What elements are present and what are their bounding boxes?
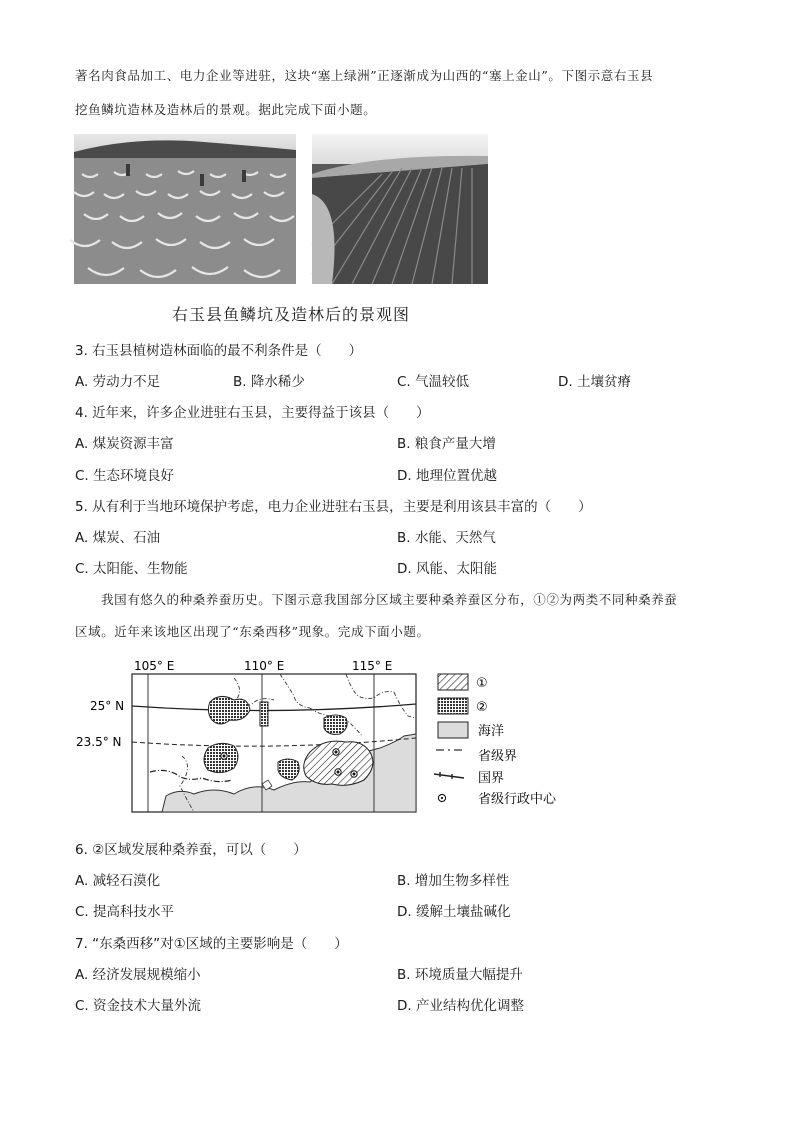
afforested-landscape-photo	[312, 134, 488, 284]
legend-label-region-1: ①	[476, 676, 488, 691]
region-2-shape	[324, 715, 347, 734]
intro2-line-1: 我国有悠久的种桑养蚕历史。下图示意我国部分区域主要种桑养蚕区分布，①②为两类不同种桑养蚕	[101, 592, 678, 607]
legend-symbol-national-border	[434, 772, 464, 779]
q4-option-b[interactable]: B. 粮食产量大增	[397, 436, 496, 452]
question-4-stem: 4. 近年来，许多企业进驻右玉县，主要得益于该县（ ）	[75, 405, 430, 421]
q7-option-b[interactable]: B. 环境质量大幅提升	[397, 967, 523, 983]
q3-option-b[interactable]: B. 降水稀少	[233, 374, 305, 390]
legend-swatch-region-2	[438, 698, 468, 714]
lon-label-110: 110° E	[244, 659, 285, 673]
intro2-line-2: 区域。近年来该地区出现了“东桑西移”现象。完成下面小题。	[75, 624, 430, 639]
q7-option-d[interactable]: D. 产业结构优化调整	[397, 998, 524, 1014]
legend-label-provincial-capital: 省级行政中心	[478, 792, 557, 807]
q6-option-d[interactable]: D. 缓解土壤盐碱化	[397, 904, 511, 920]
q7-option-a[interactable]: A. 经济发展规模缩小	[75, 967, 201, 983]
intro-line-2: 挖鱼鳞坑造林及造林后的景观。据此完成下面小题。	[75, 102, 377, 117]
legend-symbol-provincial-capital	[438, 794, 445, 801]
lat-label-23-5: 23.5° N	[76, 735, 122, 749]
lon-label-115: 115° E	[352, 659, 393, 673]
sericulture-map-figure	[76, 656, 584, 816]
q5-option-b[interactable]: B. 水能、天然气	[397, 530, 496, 546]
legend-label-provincial-border: 省级界	[478, 749, 518, 764]
question-5-stem: 5. 从有利于当地环境保护考虑，电力企业进驻右玉县，主要是利用该县丰富的（ ）	[75, 499, 592, 515]
q4-option-a[interactable]: A. 煤炭资源丰富	[75, 436, 174, 452]
region-2-shape	[260, 702, 268, 726]
q5-option-c[interactable]: C. 太阳能、生物能	[75, 561, 188, 577]
legend-label-national-border: 国界	[478, 771, 505, 786]
q7-option-c[interactable]: C. 资金技术大量外流	[75, 998, 202, 1014]
q6-option-c[interactable]: C. 提高科技水平	[75, 904, 175, 920]
q6-option-a[interactable]: A. 减轻石漠化	[75, 873, 161, 889]
question-3-stem: 3. 右玉县植树造林面临的最不利条件是（ ）	[75, 343, 363, 359]
legend-swatch-region-1	[438, 674, 468, 690]
q5-option-a[interactable]: A. 煤炭、石油	[75, 530, 161, 546]
question-7-stem: 7. “东桑西移”对①区域的主要影响是（ ）	[75, 936, 348, 952]
q3-option-a[interactable]: A. 劳动力不足	[75, 374, 161, 390]
legend-label-ocean: 海洋	[478, 724, 505, 739]
q3-option-c[interactable]: C. 气温较低	[397, 374, 470, 390]
lon-label-105: 105° E	[134, 659, 175, 673]
q6-option-b[interactable]: B. 增加生物多样性	[397, 873, 510, 889]
figure-caption: 右玉县鱼鳞坑及造林后的景观图	[172, 305, 411, 324]
legend-label-region-2: ②	[476, 700, 488, 715]
q4-option-c[interactable]: C. 生态环境良好	[75, 468, 175, 484]
q4-option-d[interactable]: D. 地理位置优越	[397, 468, 497, 484]
fish-scale-pit-photo	[74, 134, 296, 284]
lat-label-25: 25° N	[90, 699, 125, 713]
q3-option-d[interactable]: D. 土壤贫瘠	[558, 374, 631, 390]
intro-line-1: 著名肉食品加工、电力企业等进驻，这块“塞上绿洲”正逐渐成为山西的“塞上金山”。下图示意右玉县	[75, 68, 654, 83]
q5-option-d[interactable]: D. 风能、太阳能	[397, 561, 497, 577]
legend-swatch-ocean	[438, 722, 468, 738]
question-6-stem: 6. ②区域发展种桑养蚕，可以（ ）	[75, 842, 307, 858]
